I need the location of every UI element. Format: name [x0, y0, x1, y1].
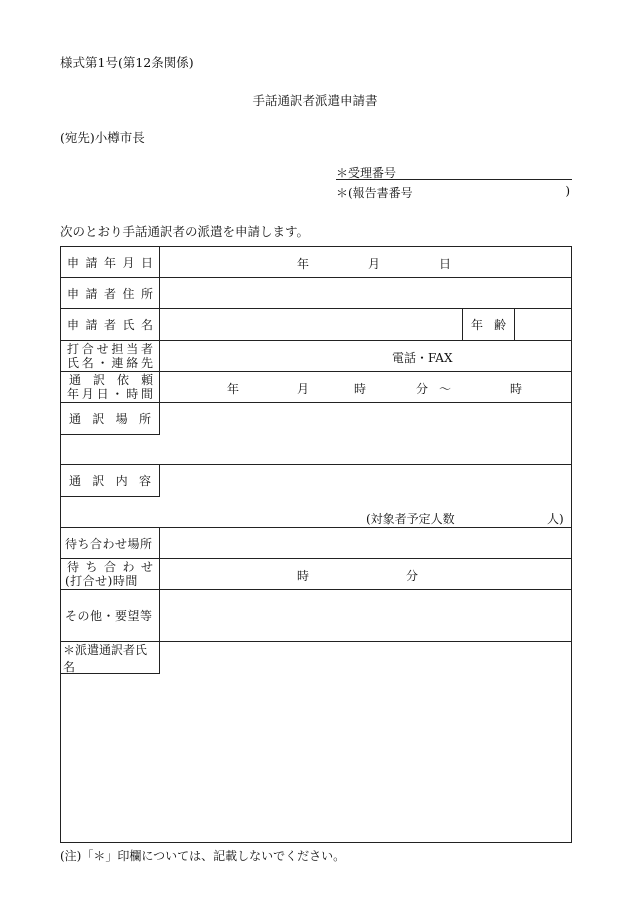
- addressee: (宛先)小樽市長: [60, 130, 145, 145]
- label-interpretation-content: 通 訳 内 容: [61, 465, 160, 497]
- label-applicant-address: 申 請 者 住 所: [61, 278, 160, 309]
- applicant-address-field[interactable]: [160, 278, 572, 309]
- row-interpretation-place: [61, 403, 572, 465]
- dispatched-interpreter-field[interactable]: [61, 642, 572, 843]
- receipt-number-field[interactable]: [336, 164, 572, 180]
- label-application-date: 申 請 年 月 日: [61, 247, 160, 278]
- label-interpretation-datetime: 通 訳 依 頼 年 月 日 ・ 時 間: [61, 372, 160, 403]
- interpretation-content-field[interactable]: [61, 465, 572, 528]
- meeting-place-field[interactable]: [160, 528, 572, 559]
- age-field[interactable]: [514, 309, 571, 341]
- label-age: 年 齢: [462, 309, 514, 341]
- row-meeting-place: [61, 528, 572, 559]
- label-meeting-time: 待 ち 合 わ せ (打合せ)時間: [61, 559, 160, 590]
- label-other-requests: その他・要望等: [61, 590, 160, 642]
- label-applicant-name: 申 請 者 氏 名: [61, 309, 160, 341]
- meeting-time-field[interactable]: 時 分: [160, 559, 572, 590]
- row-applicant-name: [61, 309, 572, 341]
- label-dispatched-interpreter: ＊派遣通訳者氏名: [61, 642, 160, 674]
- report-number-field[interactable]: [336, 184, 572, 199]
- participant-count-label: (対象者予定人数: [366, 512, 455, 526]
- receipt-number-label: ＊受理番号: [336, 166, 397, 180]
- intro-text: 次のとおり手話通訳者の派遣を申請します。: [60, 224, 310, 239]
- row-application-date: [61, 247, 572, 278]
- row-meeting-time: [61, 559, 572, 590]
- contact-field[interactable]: [160, 341, 572, 372]
- row-dispatched-interpreter: [61, 642, 572, 843]
- form-number: 様式第1号(第12条関係): [60, 55, 194, 70]
- row-interpretation-datetime: [61, 372, 572, 403]
- interpretation-place-field[interactable]: [61, 403, 572, 465]
- report-number-close: ): [565, 184, 570, 198]
- row-contact: [61, 341, 572, 372]
- label-contact: 打 合 せ 担 当 者 氏 名 ・ 連 絡 先: [61, 341, 160, 372]
- application-date-field[interactable]: 年 月 日: [160, 247, 572, 278]
- label-interpretation-place: 通 訳 場 所: [61, 403, 160, 435]
- application-form-table: [60, 246, 572, 843]
- phone-fax-label: 電話・FAX: [392, 351, 453, 365]
- row-applicant-address: [61, 278, 572, 309]
- participant-count-unit: 人): [547, 512, 564, 526]
- other-requests-field[interactable]: [160, 590, 572, 642]
- row-other-requests: [61, 590, 572, 642]
- row-interpretation-content: [61, 465, 572, 528]
- form-title: 手話通訳者派遣申請書: [252, 93, 378, 108]
- footnote: (注)「＊」印欄については、記載しないでください。: [60, 849, 346, 863]
- report-number-label: ＊(報告書番号: [336, 186, 413, 200]
- applicant-name-field[interactable]: [160, 309, 463, 341]
- label-meeting-place: 待ち合わせ場所: [61, 528, 160, 559]
- interpretation-datetime-field[interactable]: 年 月 時 分 〜 時: [160, 372, 572, 403]
